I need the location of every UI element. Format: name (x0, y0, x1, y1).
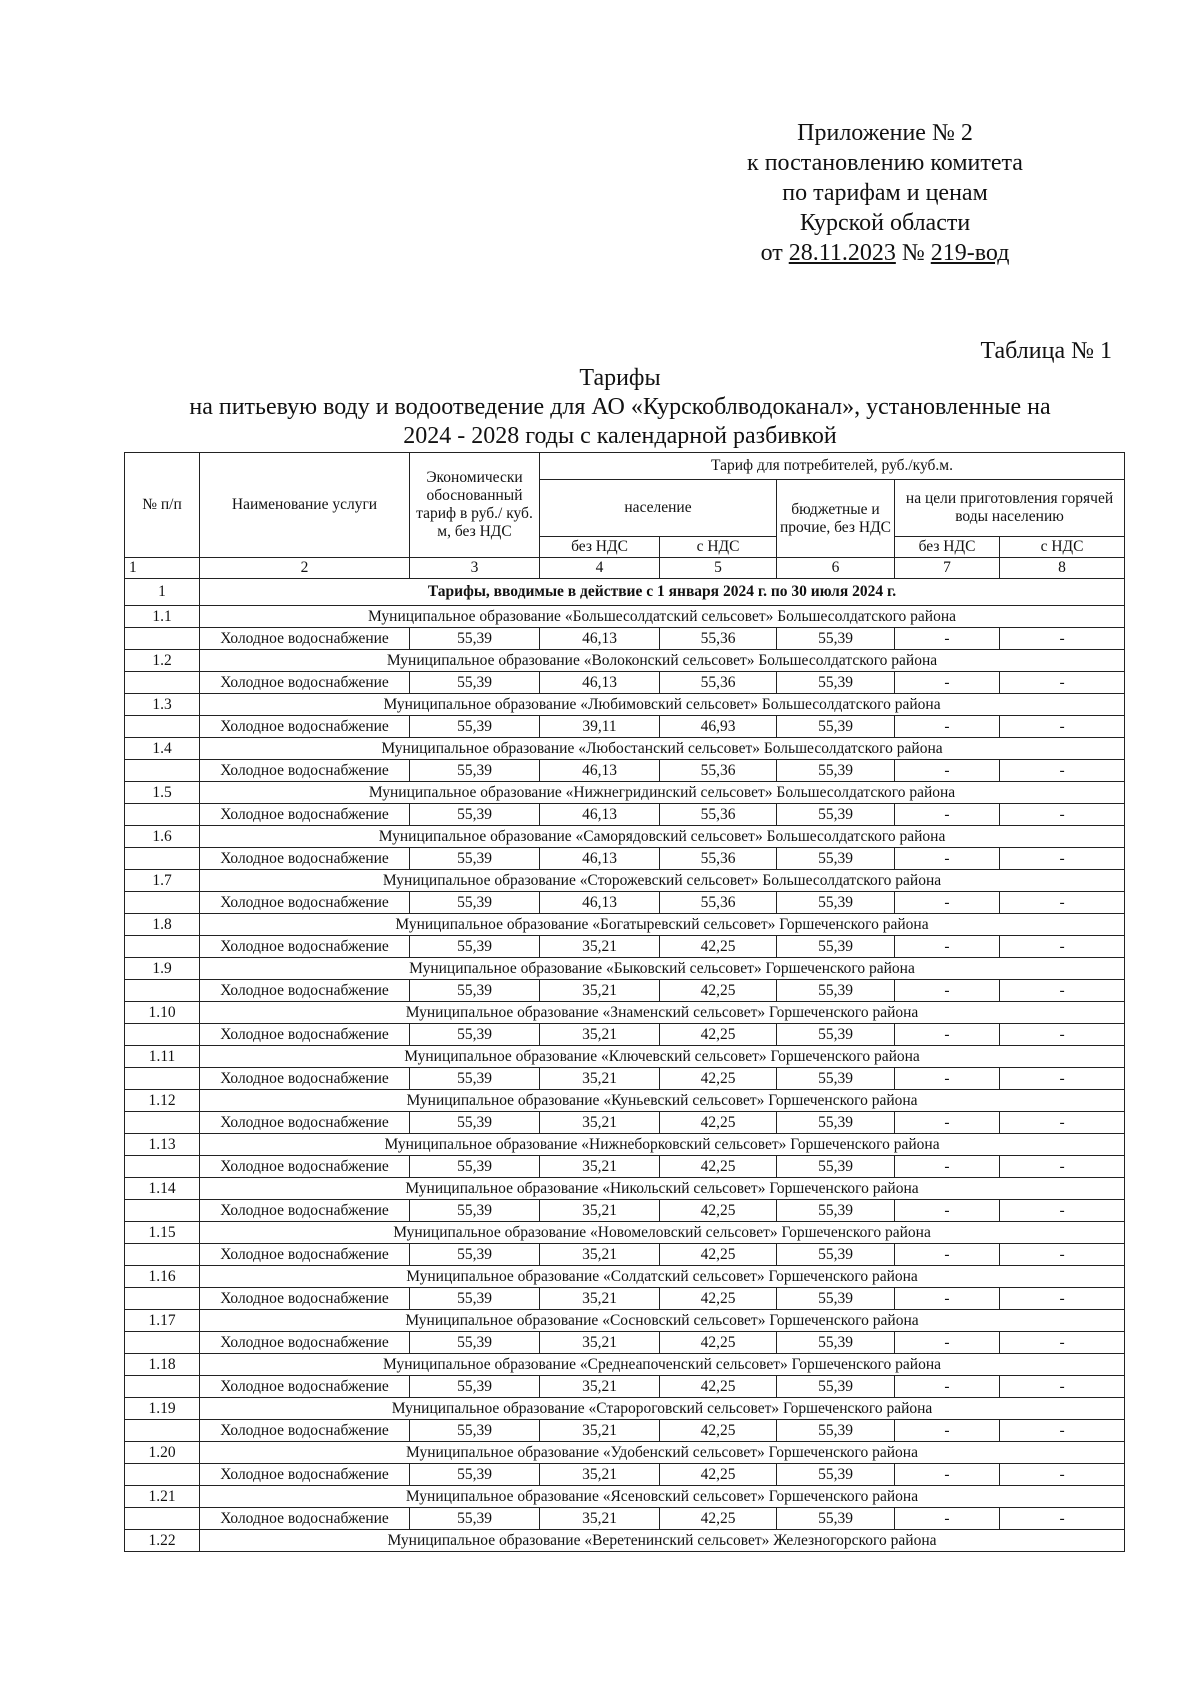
service-row (125, 1376, 1125, 1398)
service-row (125, 1156, 1125, 1178)
municipality-row (125, 1178, 1125, 1200)
hot-water-no-vat-value: - (895, 1156, 1000, 1178)
population-vat-value: 55,36 (660, 672, 777, 694)
header-consumer-tariff: Тариф для потребителей, руб./куб.м. (540, 453, 1125, 480)
service-name: Холодное водоснабжение (200, 760, 410, 782)
municipality-row (125, 1442, 1125, 1464)
population-vat-value: 42,25 (660, 1112, 777, 1134)
empty-cell (125, 892, 200, 914)
budget-value: 55,39 (777, 672, 895, 694)
budget-value: 55,39 (777, 628, 895, 650)
service-row (125, 1200, 1125, 1222)
population-no-vat-value: 46,13 (540, 628, 660, 650)
municipality-row (125, 738, 1125, 760)
header-hot-water: на цели приготовления горячей воды населению (895, 480, 1125, 537)
service-row (125, 1024, 1125, 1046)
row-number: 1.8 (125, 914, 200, 936)
budget-value: 55,39 (777, 1024, 895, 1046)
population-no-vat-value: 46,13 (540, 804, 660, 826)
hot-water-vat-value: - (1000, 1508, 1125, 1530)
appendix-date-line (690, 238, 1080, 268)
service-name: Холодное водоснабжение (200, 1508, 410, 1530)
municipality-row (125, 1134, 1125, 1156)
empty-cell (125, 1244, 200, 1266)
budget-value: 55,39 (777, 1244, 895, 1266)
municipality-name: Муниципальное образование «Никольский сельсовет» Горшеченского района (200, 1178, 1125, 1200)
column-number-4: 4 (540, 558, 660, 579)
hot-water-no-vat-value: - (895, 1024, 1000, 1046)
row-number: 1.3 (125, 694, 200, 716)
section-num: 1 (125, 579, 200, 606)
empty-cell (125, 628, 200, 650)
budget-value: 55,39 (777, 1508, 895, 1530)
hot-water-vat-value: - (1000, 980, 1125, 1002)
population-vat-value: 42,25 (660, 1508, 777, 1530)
population-no-vat-value: 35,21 (540, 1024, 660, 1046)
appendix-line-region: Курской области (799, 210, 971, 236)
economic-tariff-value: 55,39 (410, 848, 540, 870)
service-name: Холодное водоснабжение (200, 672, 410, 694)
municipality-name: Муниципальное образование «Любостанский сельсовет» Большесолдатского района (200, 738, 1125, 760)
population-vat-value: 42,25 (660, 1156, 777, 1178)
header-hot-water-no-vat: без НДС (895, 537, 1000, 558)
empty-cell (125, 716, 200, 738)
header-budget: бюджетные и прочие, без НДС (777, 480, 895, 558)
hot-water-no-vat-value: - (895, 1068, 1000, 1090)
hot-water-vat-value: - (1000, 1068, 1125, 1090)
title-line-3: 2024 - 2028 годы с календарной разбивкой (403, 423, 837, 449)
empty-cell (125, 1024, 200, 1046)
municipality-name: Муниципальное образование «Новомеловский сельсовет» Горшеченского района (200, 1222, 1125, 1244)
column-numbers-row (125, 558, 1125, 579)
population-no-vat-value: 35,21 (540, 1376, 660, 1398)
municipality-name: Муниципальное образование «Куньевский сельсовет» Горшеченского района (200, 1090, 1125, 1112)
hot-water-no-vat-value: - (895, 1508, 1000, 1530)
population-vat-value: 42,25 (660, 936, 777, 958)
resolution-number: 219-вод (930, 240, 1010, 266)
service-name: Холодное водоснабжение (200, 848, 410, 870)
empty-cell (125, 1288, 200, 1310)
hot-water-vat-value: - (1000, 760, 1125, 782)
population-vat-value: 42,25 (660, 1288, 777, 1310)
municipality-row (125, 1046, 1125, 1068)
municipality-row (125, 870, 1125, 892)
header-population: население (540, 480, 777, 537)
row-number: 1.21 (125, 1486, 200, 1508)
population-vat-value: 55,36 (660, 892, 777, 914)
municipality-row (125, 1354, 1125, 1376)
municipality-row (125, 1090, 1125, 1112)
service-row (125, 1244, 1125, 1266)
municipality-row (125, 1266, 1125, 1288)
municipality-name: Муниципальное образование «Среднеапоченский сельсовет» Горшеченского района (200, 1354, 1125, 1376)
budget-value: 55,39 (777, 760, 895, 782)
population-no-vat-value: 46,13 (540, 760, 660, 782)
service-name: Холодное водоснабжение (200, 892, 410, 914)
row-number: 1.5 (125, 782, 200, 804)
budget-value: 55,39 (777, 1156, 895, 1178)
service-row (125, 760, 1125, 782)
budget-value: 55,39 (777, 1332, 895, 1354)
hot-water-no-vat-value: - (895, 1288, 1000, 1310)
number-sign: № (901, 240, 925, 266)
municipality-name: Муниципальное образование «Старороговский сельсовет» Горшеченского района (200, 1398, 1125, 1420)
municipality-name: Муниципальное образование «Сосновский сельсовет» Горшеченского района (200, 1310, 1125, 1332)
service-row (125, 716, 1125, 738)
hot-water-no-vat-value: - (895, 1332, 1000, 1354)
service-row (125, 628, 1125, 650)
empty-cell (125, 1200, 200, 1222)
empty-cell (125, 1420, 200, 1442)
population-no-vat-value: 35,21 (540, 1156, 660, 1178)
population-no-vat-value: 39,11 (540, 716, 660, 738)
empty-cell (125, 1068, 200, 1090)
hot-water-no-vat-value: - (895, 1200, 1000, 1222)
municipality-name: Муниципальное образование «Знаменский сельсовет» Горшеченского района (200, 1002, 1125, 1024)
hot-water-vat-value: - (1000, 716, 1125, 738)
hot-water-no-vat-value: - (895, 980, 1000, 1002)
economic-tariff-value: 55,39 (410, 672, 540, 694)
service-row (125, 1288, 1125, 1310)
economic-tariff-value: 55,39 (410, 980, 540, 1002)
hot-water-vat-value: - (1000, 1464, 1125, 1486)
hot-water-vat-value: - (1000, 1024, 1125, 1046)
empty-cell (125, 1332, 200, 1354)
budget-value: 55,39 (777, 936, 895, 958)
population-vat-value: 42,25 (660, 1376, 777, 1398)
service-name: Холодное водоснабжение (200, 1068, 410, 1090)
empty-cell (125, 980, 200, 1002)
population-vat-value: 42,25 (660, 1420, 777, 1442)
municipality-row (125, 694, 1125, 716)
empty-cell (125, 848, 200, 870)
municipality-row (125, 958, 1125, 980)
population-vat-value: 55,36 (660, 804, 777, 826)
municipality-row (125, 826, 1125, 848)
municipality-name: Муниципальное образование «Ясеновский сельсовет» Горшеченского района (200, 1486, 1125, 1508)
population-no-vat-value: 35,21 (540, 1112, 660, 1134)
row-number: 1.22 (125, 1530, 200, 1552)
municipality-name: Муниципальное образование «Волоконский сельсовет» Большесолдатского района (200, 650, 1125, 672)
economic-tariff-value: 55,39 (410, 760, 540, 782)
service-name: Холодное водоснабжение (200, 1244, 410, 1266)
population-no-vat-value: 46,13 (540, 848, 660, 870)
hot-water-vat-value: - (1000, 1332, 1125, 1354)
service-name: Холодное водоснабжение (200, 1464, 410, 1486)
hot-water-no-vat-value: - (895, 628, 1000, 650)
budget-value: 55,39 (777, 1376, 895, 1398)
header-num: № п/п (125, 453, 200, 558)
service-name: Холодное водоснабжение (200, 1024, 410, 1046)
municipality-row (125, 1222, 1125, 1244)
service-row (125, 936, 1125, 958)
economic-tariff-value: 55,39 (410, 1068, 540, 1090)
population-no-vat-value: 35,21 (540, 1288, 660, 1310)
municipality-name: Муниципальное образование «Веретенинский сельсовет» Железногорского района (200, 1530, 1125, 1552)
service-name: Холодное водоснабжение (200, 1420, 410, 1442)
population-vat-value: 42,25 (660, 980, 777, 1002)
header-economic-tariff: Экономически обоснованный тариф в руб./ куб. м, без НДС (410, 453, 540, 558)
row-number: 1.13 (125, 1134, 200, 1156)
header-hot-water-vat: с НДС (1000, 537, 1125, 558)
municipality-name: Муниципальное образование «Богатыревский сельсовет» Горшеченского района (200, 914, 1125, 936)
column-number-6: 6 (777, 558, 895, 579)
row-number: 1.14 (125, 1178, 200, 1200)
population-vat-value: 42,25 (660, 1068, 777, 1090)
service-name: Холодное водоснабжение (200, 1376, 410, 1398)
service-name: Холодное водоснабжение (200, 980, 410, 1002)
empty-cell (125, 760, 200, 782)
population-vat-value: 42,25 (660, 1024, 777, 1046)
section-title: Тарифы, вводимые в действие с 1 января 2024 г. по 30 июля 2024 г. (200, 579, 1125, 606)
municipality-name: Муниципальное образование «Ключевский сельсовет» Горшеченского района (200, 1046, 1125, 1068)
economic-tariff-value: 55,39 (410, 1332, 540, 1354)
hot-water-no-vat-value: - (895, 1420, 1000, 1442)
hot-water-no-vat-value: - (895, 1376, 1000, 1398)
population-no-vat-value: 35,21 (540, 1068, 660, 1090)
row-number: 1.1 (125, 606, 200, 628)
economic-tariff-value: 55,39 (410, 804, 540, 826)
column-number-5: 5 (660, 558, 777, 579)
service-name: Холодное водоснабжение (200, 1288, 410, 1310)
column-number-3: 3 (410, 558, 540, 579)
empty-cell (125, 936, 200, 958)
empty-cell (125, 1508, 200, 1530)
budget-value: 55,39 (777, 1464, 895, 1486)
hot-water-vat-value: - (1000, 848, 1125, 870)
empty-cell (125, 672, 200, 694)
municipality-name: Муниципальное образование «Нижнеборковский сельсовет» Горшеченского района (200, 1134, 1125, 1156)
section-row (125, 579, 1125, 606)
service-row (125, 1420, 1125, 1442)
row-number: 1.7 (125, 870, 200, 892)
economic-tariff-value: 55,39 (410, 1200, 540, 1222)
budget-value: 55,39 (777, 892, 895, 914)
municipality-row (125, 650, 1125, 672)
appendix-line-committee: по тарифам и ценам (782, 180, 988, 206)
header-population-vat: с НДС (660, 537, 777, 558)
economic-tariff-value: 55,39 (410, 1376, 540, 1398)
hot-water-no-vat-value: - (895, 760, 1000, 782)
economic-tariff-value: 55,39 (410, 892, 540, 914)
budget-value: 55,39 (777, 1420, 895, 1442)
column-number-2: 2 (200, 558, 410, 579)
budget-value: 55,39 (777, 1200, 895, 1222)
municipality-row (125, 1486, 1125, 1508)
service-row (125, 1508, 1125, 1530)
service-name: Холодное водоснабжение (200, 1332, 410, 1354)
population-vat-value: 46,93 (660, 716, 777, 738)
row-number: 1.9 (125, 958, 200, 980)
table-label: Таблица № 1 (980, 338, 1112, 364)
municipality-row (125, 1310, 1125, 1332)
column-number-7: 7 (895, 558, 1000, 579)
hot-water-vat-value: - (1000, 1288, 1125, 1310)
population-no-vat-value: 35,21 (540, 1464, 660, 1486)
hot-water-vat-value: - (1000, 892, 1125, 914)
municipality-row (125, 1002, 1125, 1024)
population-vat-value: 55,36 (660, 848, 777, 870)
column-number-8: 8 (1000, 558, 1125, 579)
hot-water-vat-value: - (1000, 1112, 1125, 1134)
hot-water-vat-value: - (1000, 1420, 1125, 1442)
service-name: Холодное водоснабжение (200, 716, 410, 738)
hot-water-vat-value: - (1000, 1200, 1125, 1222)
service-row (125, 892, 1125, 914)
municipality-name: Муниципальное образование «Удобенский сельсовет» Горшеченского района (200, 1442, 1125, 1464)
row-number: 1.11 (125, 1046, 200, 1068)
empty-cell (125, 1376, 200, 1398)
economic-tariff-value: 55,39 (410, 1464, 540, 1486)
population-vat-value: 42,25 (660, 1332, 777, 1354)
municipality-row (125, 606, 1125, 628)
empty-cell (125, 1156, 200, 1178)
service-name: Холодное водоснабжение (200, 1156, 410, 1178)
economic-tariff-value: 55,39 (410, 628, 540, 650)
economic-tariff-value: 55,39 (410, 1508, 540, 1530)
row-number: 1.17 (125, 1310, 200, 1332)
municipality-name: Муниципальное образование «Нижнегридинский сельсовет» Большесолдатского района (200, 782, 1125, 804)
population-vat-value: 42,25 (660, 1200, 777, 1222)
municipality-name: Муниципальное образование «Быковский сельсовет» Горшеченского района (200, 958, 1125, 980)
empty-cell (125, 804, 200, 826)
hot-water-vat-value: - (1000, 1376, 1125, 1398)
budget-value: 55,39 (777, 804, 895, 826)
budget-value: 55,39 (777, 980, 895, 1002)
population-no-vat-value: 35,21 (540, 1332, 660, 1354)
service-row (125, 848, 1125, 870)
date-prefix: от (760, 240, 783, 266)
municipality-row (125, 782, 1125, 804)
economic-tariff-value: 55,39 (410, 1156, 540, 1178)
population-no-vat-value: 35,21 (540, 980, 660, 1002)
hot-water-no-vat-value: - (895, 1244, 1000, 1266)
service-row (125, 980, 1125, 1002)
service-name: Холодное водоснабжение (200, 1112, 410, 1134)
row-number: 1.18 (125, 1354, 200, 1376)
service-row (125, 804, 1125, 826)
empty-cell (125, 1464, 200, 1486)
resolution-date: 28.11.2023 (788, 240, 896, 266)
population-no-vat-value: 35,21 (540, 1244, 660, 1266)
economic-tariff-value: 55,39 (410, 1420, 540, 1442)
tariffs-table (124, 452, 1125, 1552)
row-number: 1.15 (125, 1222, 200, 1244)
row-number: 1.20 (125, 1442, 200, 1464)
hot-water-vat-value: - (1000, 672, 1125, 694)
header-population-no-vat: без НДС (540, 537, 660, 558)
row-number: 1.2 (125, 650, 200, 672)
budget-value: 55,39 (777, 1288, 895, 1310)
hot-water-no-vat-value: - (895, 672, 1000, 694)
title-line-2: на питьевую воду и водоотведение для АО «Курскоблводоканал», установленные на (189, 394, 1051, 420)
budget-value: 55,39 (777, 716, 895, 738)
population-no-vat-value: 46,13 (540, 892, 660, 914)
budget-value: 55,39 (777, 848, 895, 870)
population-no-vat-value: 35,21 (540, 936, 660, 958)
municipality-name: Муниципальное образование «Любимовский сельсовет» Большесолдатского района (200, 694, 1125, 716)
header-service: Наименование услуги (200, 453, 410, 558)
hot-water-vat-value: - (1000, 1244, 1125, 1266)
hot-water-no-vat-value: - (895, 1112, 1000, 1134)
municipality-row (125, 1530, 1125, 1552)
hot-water-no-vat-value: - (895, 848, 1000, 870)
population-vat-value: 42,25 (660, 1464, 777, 1486)
service-name: Холодное водоснабжение (200, 628, 410, 650)
municipality-name: Муниципальное образование «Сторожевский сельсовет» Большесолдатского района (200, 870, 1125, 892)
column-number-1: 1 (125, 558, 200, 579)
economic-tariff-value: 55,39 (410, 1112, 540, 1134)
population-vat-value: 55,36 (660, 628, 777, 650)
economic-tariff-value: 55,39 (410, 936, 540, 958)
hot-water-no-vat-value: - (895, 1464, 1000, 1486)
municipality-row (125, 914, 1125, 936)
hot-water-no-vat-value: - (895, 716, 1000, 738)
hot-water-vat-value: - (1000, 628, 1125, 650)
population-vat-value: 55,36 (660, 760, 777, 782)
economic-tariff-value: 55,39 (410, 1024, 540, 1046)
row-number: 1.10 (125, 1002, 200, 1024)
service-row (125, 672, 1125, 694)
row-number: 1.6 (125, 826, 200, 848)
appendix-line-resolution: к постановлению комитета (747, 150, 1023, 176)
document-title (100, 364, 1140, 451)
service-row (125, 1068, 1125, 1090)
hot-water-vat-value: - (1000, 936, 1125, 958)
budget-value: 55,39 (777, 1112, 895, 1134)
title-line-1: Тарифы (579, 365, 661, 391)
hot-water-no-vat-value: - (895, 804, 1000, 826)
hot-water-no-vat-value: - (895, 936, 1000, 958)
population-no-vat-value: 35,21 (540, 1420, 660, 1442)
service-row (125, 1464, 1125, 1486)
economic-tariff-value: 55,39 (410, 1244, 540, 1266)
population-no-vat-value: 35,21 (540, 1200, 660, 1222)
appendix-title: Приложение № 2 (797, 120, 973, 146)
row-number: 1.12 (125, 1090, 200, 1112)
population-vat-value: 42,25 (660, 1244, 777, 1266)
economic-tariff-value: 55,39 (410, 716, 540, 738)
economic-tariff-value: 55,39 (410, 1288, 540, 1310)
row-number: 1.4 (125, 738, 200, 760)
municipality-name: Муниципальное образование «Саморядовский сельсовет» Большесолдатского района (200, 826, 1125, 848)
hot-water-no-vat-value: - (895, 892, 1000, 914)
empty-cell (125, 1112, 200, 1134)
population-no-vat-value: 46,13 (540, 672, 660, 694)
municipality-row (125, 1398, 1125, 1420)
row-number: 1.16 (125, 1266, 200, 1288)
service-row (125, 1112, 1125, 1134)
municipality-name: Муниципальное образование «Большесолдатский сельсовет» Большесолдатского района (200, 606, 1125, 628)
municipality-name: Муниципальное образование «Солдатский сельсовет» Горшеченского района (200, 1266, 1125, 1288)
row-number: 1.19 (125, 1398, 200, 1420)
service-name: Холодное водоснабжение (200, 936, 410, 958)
service-name: Холодное водоснабжение (200, 1200, 410, 1222)
hot-water-vat-value: - (1000, 804, 1125, 826)
population-no-vat-value: 35,21 (540, 1508, 660, 1530)
appendix-header (690, 118, 1080, 268)
service-name: Холодное водоснабжение (200, 804, 410, 826)
hot-water-vat-value: - (1000, 1156, 1125, 1178)
budget-value: 55,39 (777, 1068, 895, 1090)
service-row (125, 1332, 1125, 1354)
